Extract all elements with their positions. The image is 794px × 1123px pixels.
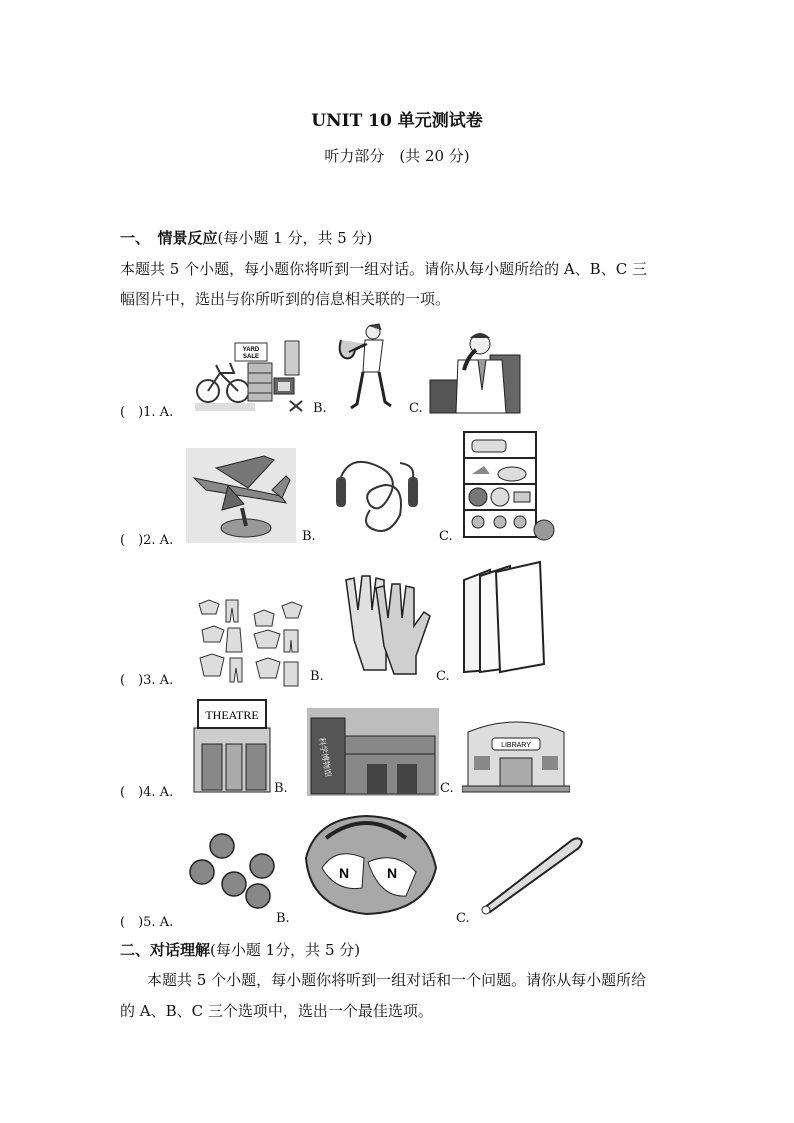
yard-sale-image[interactable] <box>190 333 310 413</box>
theatre-sign-text: THEATRE <box>205 708 259 722</box>
section1-instruction-2: 幅图片中，选出与你所听到的信息相关联的一项。 <box>120 290 451 308</box>
yard-sale-sign-text: YARD <box>242 347 260 353</box>
clothes-image[interactable] <box>194 596 309 696</box>
library-image[interactable] <box>462 712 570 794</box>
toy-airplane-image[interactable] <box>186 448 296 543</box>
page-title: UNIT 10 单元测试卷 <box>311 111 483 131</box>
man-on-phone-image[interactable] <box>428 330 523 415</box>
svg-text:N: N <box>338 865 350 881</box>
question-2-option-c: C. <box>439 529 453 544</box>
science-museum-image[interactable] <box>307 708 439 796</box>
section1-points: (每小题 1 分，共 5 分) <box>217 229 373 247</box>
section2-points: (每小题 1分，共 5 分) <box>210 941 361 959</box>
baseball-bat-image[interactable] <box>476 832 586 916</box>
question-3-option-c: C. <box>436 669 450 684</box>
theatre-image[interactable] <box>190 698 278 794</box>
gloves-image[interactable] <box>336 570 436 680</box>
svg-text:N: N <box>386 865 398 881</box>
question-3-option-b: B. <box>310 669 324 684</box>
question-4-option-b: B. <box>274 781 288 796</box>
question-4-number: ( )4. A. <box>120 785 174 800</box>
baseballs-image[interactable] <box>186 832 278 912</box>
section1-label: 一、 情景反应 <box>120 229 218 247</box>
question-1-option-b: B. <box>313 401 327 416</box>
section2-instruction-2: 的 A、B、C 三个选项中，选出一个最佳选项。 <box>120 1002 433 1020</box>
section2-heading <box>120 939 360 960</box>
sports-bag-image[interactable] <box>296 808 441 918</box>
question-3-number: ( )3. A. <box>120 673 174 688</box>
question-1-option-c: C. <box>409 401 423 416</box>
saxophone-player-image[interactable] <box>335 322 395 412</box>
section2-label: 二、对话理解 <box>120 941 211 959</box>
museum-sign-text: 科学博物馆 <box>317 736 333 778</box>
page-subtitle: 听力部分 (共 20 分) <box>324 147 470 165</box>
question-5-option-b: B. <box>276 911 290 926</box>
books-image[interactable] <box>460 560 550 680</box>
toy-shelf-image[interactable] <box>462 430 557 545</box>
question-1-number: ( )1. A. <box>120 405 174 420</box>
jump-rope-image[interactable] <box>330 455 425 540</box>
svg-text:SALE: SALE <box>242 354 260 360</box>
question-2-option-b: B. <box>302 529 316 544</box>
section1-heading <box>120 227 372 248</box>
section1-instruction-1: 本题共 5 个小题，每小题你将听到一组对话。请你从每小题所给的 A、B、C 三 <box>120 260 647 278</box>
question-4-option-c: C. <box>440 781 454 796</box>
question-5-number: ( )5. A. <box>120 915 174 930</box>
library-sign-text: LIBRARY <box>501 742 531 749</box>
question-5-option-c: C. <box>456 911 470 926</box>
question-2-number: ( )2. A. <box>120 533 174 548</box>
section2-instruction-1: 本题共 5 个小题，每小题你将听到一组对话和一个问题。请你从每小题所给 <box>147 971 647 989</box>
